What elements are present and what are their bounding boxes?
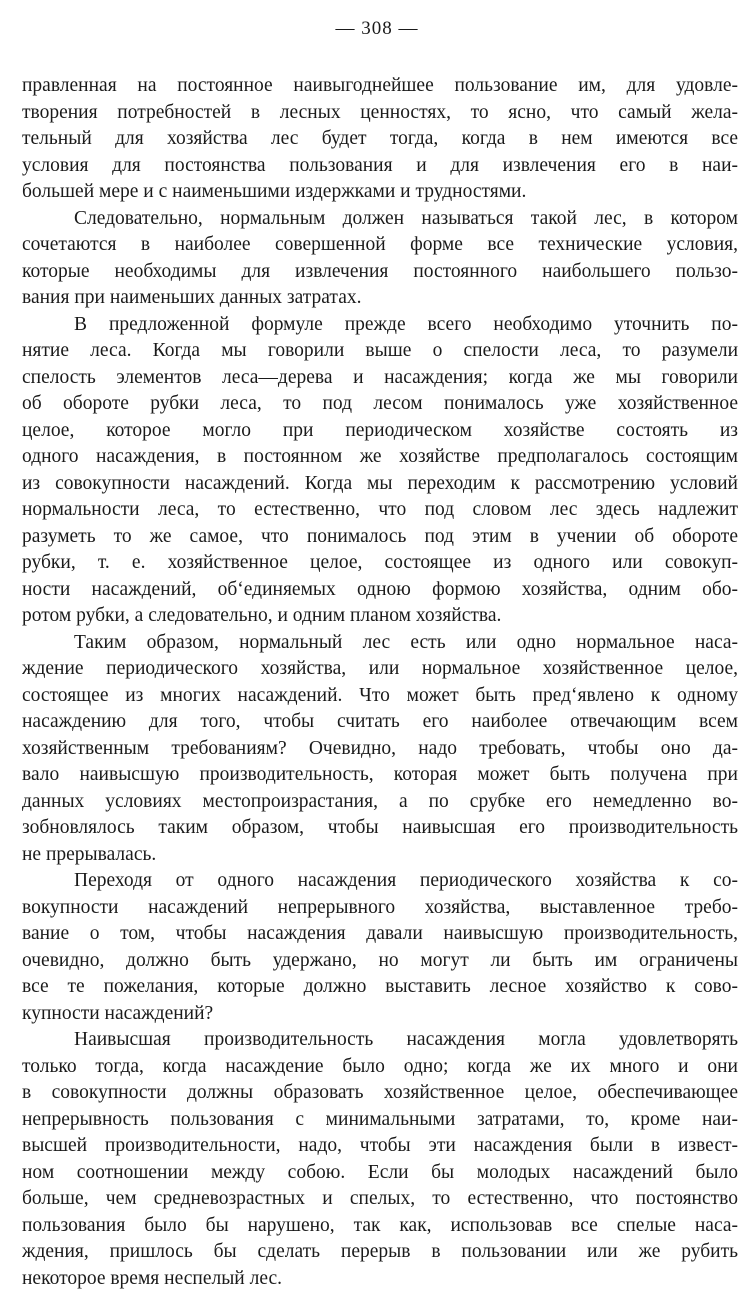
text-line: сочетаются в наиболее совершенной форме все технические условия, <box>22 234 738 255</box>
text-line: купности насаждений? <box>22 1002 214 1024</box>
paragraph <box>22 73 738 206</box>
page-number: — 308 — <box>335 18 419 39</box>
text-line: вания при наименьших данных затратах. <box>22 287 362 308</box>
text-line: зобновлялось таким образом, чтобы наивысшая его производительность <box>22 817 738 838</box>
text-line: ном соотношении между собою. Если бы молодых насаждений было <box>22 1161 738 1183</box>
text-line: целое, которое могло при периодическом хозяйстве состоять из <box>22 419 738 441</box>
text-line: Наивысшая производительность насаждения могла удовлетворять <box>74 1029 738 1050</box>
text-line: из совокупности насаждений. Когда мы переходим к рассмотрению условий <box>22 472 738 494</box>
paragraph <box>22 312 738 630</box>
text-line: очевидно, должно быть удержано, но могут ли быть им ограничены <box>22 949 738 971</box>
text-line: вало наивысшую производительность, которая может быть получена при <box>22 764 738 785</box>
text-line: некоторое время неспелый лес. <box>22 1267 283 1289</box>
text-line: об обороте рубки леса, то под лесом понималось уже хозяйственное <box>22 393 738 414</box>
text-line: нормальности леса, то естественно, что под словом лес здесь надлежит <box>22 499 738 520</box>
text-line: рубки, т. е. хозяйственное целое, состоящее из одного или совокуп- <box>22 552 738 573</box>
text-line: тельный для хозяйства лес будет тогда, когда в нем имеются все <box>22 128 738 149</box>
text-line: которые необходимы для извлечения постоянного наибольшего пользо- <box>22 260 738 282</box>
text-line: нятие леса. Когда мы говорили выше о спелости леса, то разумели <box>22 340 738 361</box>
text-line: вание о том, чтобы насаждения давали наивысшую производительность, <box>22 923 738 944</box>
text-line: правленная на постоянное наивыгоднейшее пользование им, для удовле- <box>22 75 738 96</box>
text-line: Переходя от одного насаждения периодического хозяйства к со- <box>74 870 738 891</box>
text-line: не прерывалась. <box>22 843 157 865</box>
paragraph <box>22 1027 738 1292</box>
text-line: насаждению для того, чтобы считать его наиболее отвечающим всем <box>22 711 738 732</box>
text-line: данных условиях местопроизрастания, а по срубке его немедленно во- <box>22 790 738 812</box>
text-line: пользования было бы нарушено, так как, использовав все спелые наса- <box>22 1214 738 1236</box>
text-line: спелость элементов леса—дерева и насаждения; когда же мы говорили <box>22 366 738 388</box>
paragraph <box>22 630 738 869</box>
paragraph <box>22 206 738 312</box>
text-line: хозяйственным требованиям? Очевидно, надо требовать, чтобы оно да- <box>22 737 738 759</box>
text-line: В предложенной формуле прежде всего необходимо уточнить по- <box>74 313 738 335</box>
text-line: непрерывность пользования с минимальными затратами, то, кроме наи- <box>22 1108 738 1130</box>
text-line: одного насаждения, в постоянном же хозяйстве предполагалось состоящим <box>22 446 738 467</box>
text-line: большей мере и с наименьшими издержками и трудностями. <box>22 181 527 202</box>
text-line: Таким образом, нормальный лес есть или одно нормальное наса- <box>74 631 738 653</box>
page-body <box>22 73 738 1292</box>
paragraph <box>22 868 738 1027</box>
text-line: вокупности насаждений непрерывного хозяйства, выставленное требо- <box>22 896 738 918</box>
text-line: условия для постоянства пользования и для извлечения его в наи- <box>22 154 738 176</box>
text-line: разуметь то же самое, что понималось под этим в учении об обороте <box>22 525 738 547</box>
text-line: больше, чем средневозрастных и спелых, то естественно, что постоянство <box>22 1188 738 1209</box>
text-line: ждения, пришлось бы сделать перерыв в пользовании или же рубить <box>22 1241 738 1262</box>
text-line: ности насаждений, об‘единяемых одною формою хозяйства, одним обо- <box>22 578 738 600</box>
text-line: только тогда, когда насаждение было одно; когда же их много и они <box>22 1055 738 1077</box>
text-line: состоящее из многих насаждений. Что может быть пред‘явлено к одному <box>22 684 738 706</box>
text-line: Следовательно, нормальным должен называться такой лес, в котором <box>74 207 738 229</box>
text-line: в совокупности должны образовать хозяйственное целое, обеспечивающее <box>22 1082 738 1103</box>
text-line: творения потребностей в лесных ценностях, то ясно, что самый жела- <box>22 101 738 123</box>
text-line: высшей производительности, надо, чтобы эти насаждения были в извест- <box>22 1135 738 1156</box>
text-line: все те пожелания, которые должно выставить лесное хозяйство к сово- <box>22 976 738 997</box>
text-line: ждение периодического хозяйства, или нормальное хозяйственное целое, <box>22 658 738 679</box>
text-line: ротом рубки, а следовательно, и одним планом хозяйства. <box>22 605 502 626</box>
